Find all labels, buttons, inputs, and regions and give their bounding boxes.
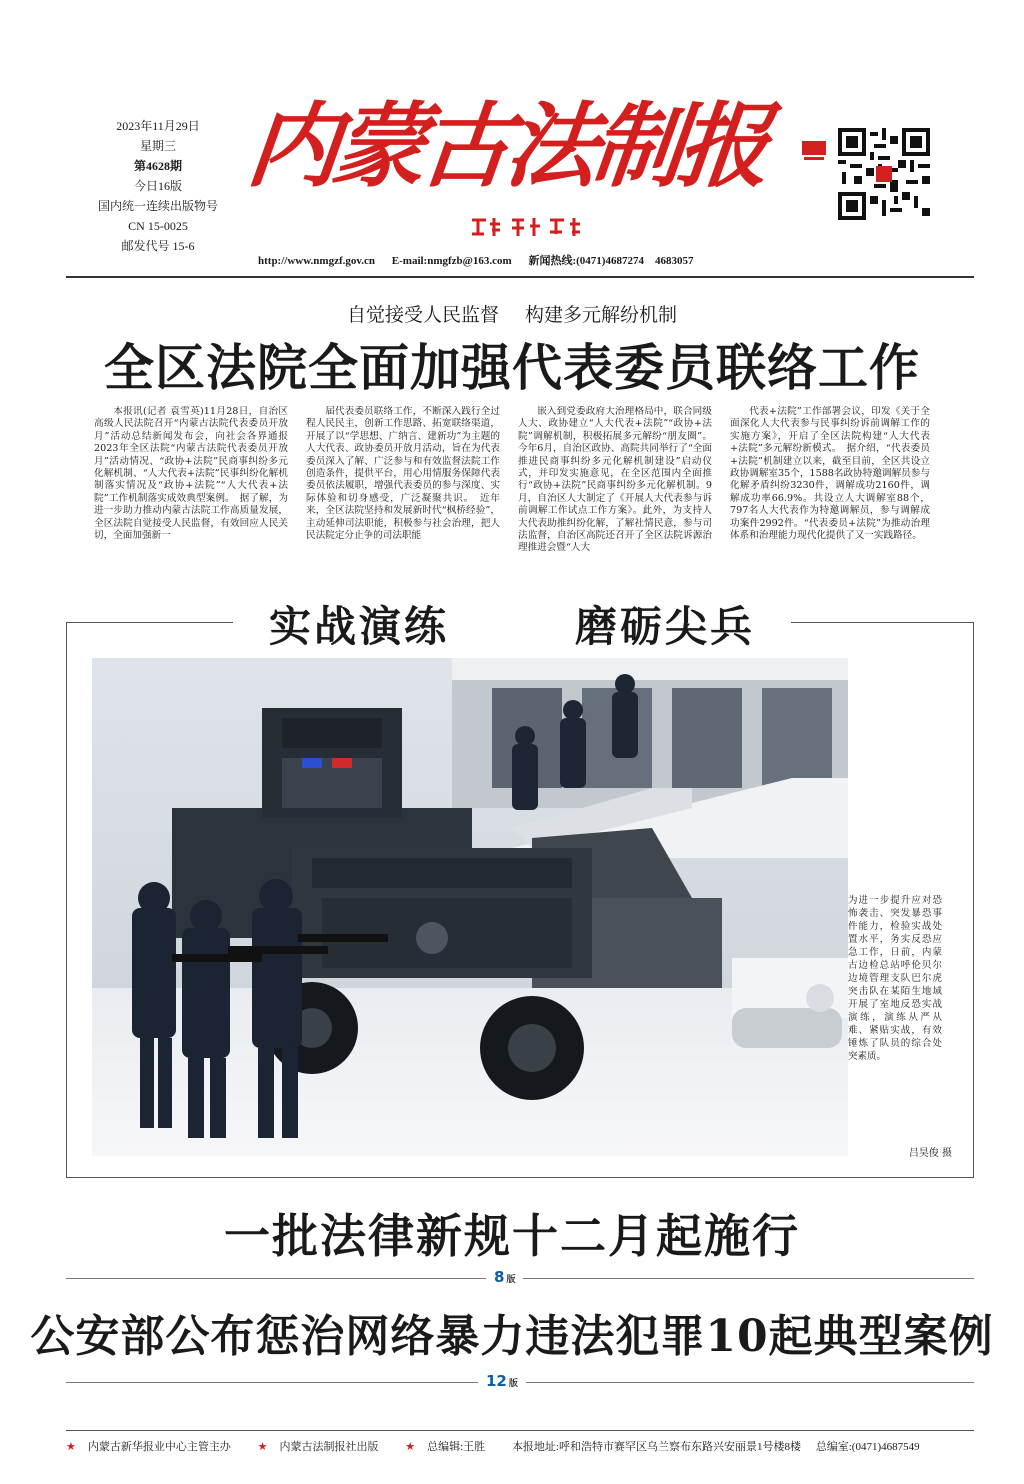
issue-pages: 今日16版: [133, 179, 182, 193]
email-address: E-mail:nmgfzb@163.com: [391, 255, 512, 267]
photo-caption: 为进一步提升应对恐怖袭击、突发暴恐事件能力，检验实战处置水平，务实反恐应急工作，日前，内蒙古边检总站呼伦贝尔边境管理支队巴尔虎突击队在某陌生地域开展了室地反恐实战演练，演练从严从难、紧贴实战，有效锤炼了队员的综合处突素质。: [848, 895, 942, 1062]
photo-title-right: 磨砺尖兵: [557, 602, 773, 651]
publisher-seal-icon: [800, 140, 828, 162]
footer-item-3-text: 总编辑:王胜: [427, 1441, 486, 1453]
postal-code: 邮发代号 15-6: [121, 239, 195, 253]
photo-credit: 吕昊俊 摄: [908, 1148, 952, 1159]
lead-headline: 全区法院全面加强代表委员联络工作: [104, 338, 920, 397]
lead-column-3-text: 嵌入到党委政府大治理格局中，联合同级人大、政协建立“人大代表+法院”“政协+法院”调解机制，积极拓展多元解纷“朋友圈”。今年6月，自治区政协、高院共同举行了“全面推进民商事纠纷多元化解机制建设”启动仪式，并印发实施意见，在全区范围内全面推行“政协+法院”民商事纠纷多元化解机制。9月，自治区人大制定了《开展人大代表参与诉前调解工作试点工作方案》。此外，为支持人大代表助推纠纷化解，了解社情民意，参与司法监督，自治区高院还召开了全区法院诉源治理推进会暨“人大: [518, 406, 712, 554]
star-icon: ★: [405, 1441, 416, 1453]
footer-item-1: [66, 1441, 243, 1453]
news-hotline: 新闻热线:(0471)4687274 4683057: [528, 255, 694, 267]
teaser-1-unit: 版: [506, 1275, 516, 1285]
issue-meta: [82, 116, 234, 256]
star-icon: ★: [257, 1441, 268, 1453]
newspaper-logo: 内蒙古法制报: [242, 92, 770, 200]
lead-column-3: [518, 406, 712, 592]
footer-item-1-text: 内蒙古新华报业中心主管主办: [87, 1441, 231, 1453]
footer-office: 总编室:(0471)4687549: [815, 1441, 920, 1453]
issue-date: 2023年11月29日: [116, 119, 200, 133]
footer-item-2-text: 内蒙古法制报社出版: [279, 1441, 379, 1453]
footer-item-3: [405, 1441, 497, 1453]
issue-number: 第4628期: [133, 159, 182, 173]
masthead-divider: [66, 276, 974, 278]
teaser-headline-1: 一批法律新规十二月起施行: [224, 1209, 800, 1263]
kicker-left: 自觉接受人民监督: [346, 304, 499, 326]
lead-kicker: [0, 300, 1024, 327]
lead-column-2: [306, 406, 500, 592]
star-icon: ★: [66, 1441, 76, 1453]
issue-weekday: 星期三: [139, 139, 176, 153]
teaser-1-page: 8: [494, 1268, 505, 1286]
photo-title-left: 实战演练: [251, 602, 467, 651]
lead-column-4-text: 代表+法院”工作部署会议，印发《关于全面深化人大代表参与民事纠纷诉前调解工作的实施方案》，开启了全区法院构建“人大代表+法院”多元解纷新模式。 据介绍，“代表委员+法院”机制建立以来，截至目前，全区共设立政协调解室35个，1588名政协特邀调解员参与化解矛盾纠纷3230件，调解成功2160件，调解成功率66.9%。共设立人大调解室88个，797名人大代表作为特邀调解员，参与调解成功案件2992件。“代表委员+法院”为推动治理体系和治理能力现代化提供了又一实践路径。: [730, 406, 930, 542]
lead-column-1: [94, 406, 288, 592]
contact-line: [258, 252, 818, 268]
qr-code-icon: [838, 128, 930, 220]
teaser-2-page-label[interactable]: [478, 1372, 526, 1390]
kicker-right: 构建多元解纷机制: [525, 304, 678, 326]
teaser-2-unit: 版: [508, 1379, 518, 1389]
drill-photo: [92, 658, 848, 1156]
serial-label: 国内统一连续出版物号: [97, 199, 218, 213]
mongolian-script-logo: [468, 214, 588, 240]
lead-column-1-text: 本报讯(记者 袁雪英)11月28日，自治区高级人民法院召开“内蒙古法院代表委员开放月”活动总结新闻发布会，向社会各界通报2023年全区法院“内蒙古法院代表委员开放月”活动情况、“政协+法院”民商事纠纷多元化解机制、“人大代表+法院”民事纠纷化解机制落实情况及“政协+法院”“人大代表+法院”工作机制落实成效典型案例。 据了解，为进一步助力推动内蒙古法院工作高质量发展，全区法院自觉接受人民监督，有效回应人民关切，全面加强新一: [94, 406, 288, 542]
footer-item-2: [258, 1441, 391, 1453]
footer-divider: [66, 1430, 974, 1431]
teaser-1-page-label[interactable]: [486, 1268, 523, 1286]
footer-address: 本报地址:呼和浩特市赛罕区乌兰察布东路兴安丽景1号楼8楼: [511, 1441, 801, 1453]
photo-story-title: [0, 594, 1024, 654]
lead-column-4: [730, 406, 930, 592]
website-url: http://www.nmgzf.gov.cn: [258, 255, 376, 267]
footer-bar: [66, 1438, 966, 1454]
cn-number: CN 15-0025: [128, 219, 188, 233]
teaser-2-page: 12: [486, 1372, 507, 1390]
lead-body: [94, 406, 932, 596]
teaser-headline-2: 公安部公布惩治网络暴力违法犯罪10起典型案例: [30, 1311, 994, 1362]
lead-column-2-text: 届代表委员联络工作，不断深入践行全过程人民民主，创新工作思路、拓宽联络渠道，开展了以“学思想、广纳言、建新功”为主题的人大代表、政协委员开放月活动，旨在为代表委员深入了解、广泛参与和有效监督法院工作创造条件，提供平台，用心用情服务保障代表委员依法履职，增强代表委员的参与深度、实际体验和切身感受，广泛凝聚共识。 近年来，全区法院坚持和发展新时代“枫桥经验”，主动延伸司法职能，积极参与社会治理，把人民法院定分止争的司法职能: [306, 406, 500, 542]
